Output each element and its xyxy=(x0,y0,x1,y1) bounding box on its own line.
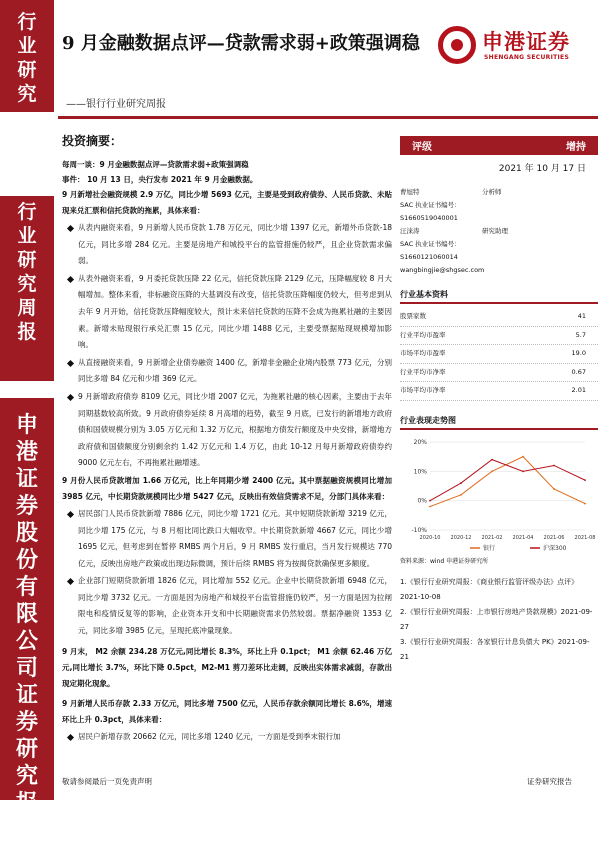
sidebar-char: 周 xyxy=(17,297,37,319)
analyst-row xyxy=(400,199,598,225)
paragraph: 9 月新增社会融资规模 2.9 万亿，同比少增 5693 亿元，主要是受到政府债券、人民币贷款、未贴现来兑汇票和信托贷款的拖累，具体来看： xyxy=(62,190,392,215)
analyst-row xyxy=(400,186,598,199)
analyst-text: SAC 执业证书编号：S1660519040001 xyxy=(400,201,461,222)
sidebar-char: 究 xyxy=(17,273,37,295)
paragraph: 9 月新增人民币存款 2.33 万亿元，同比多增 7500 亿元，人民币存款余额同比增长 8.6%，增速环比上升 0.3pct，具体来看： xyxy=(62,698,392,724)
sidebar-char: 港 xyxy=(15,439,38,465)
main-content xyxy=(62,126,392,746)
data-point xyxy=(584,502,586,504)
sidebar-char: 行 xyxy=(17,201,37,223)
stat-label: 行业平均市盈率 xyxy=(400,330,446,339)
x-tick-label: 2021-02 xyxy=(481,534,503,541)
sidebar-char: 份 xyxy=(15,547,38,573)
analyst-text: SAC 执业证书编号：S1660121060014 xyxy=(400,240,461,261)
related-report[interactable]: 1.《银行行业研究周报：《商业银行监管评级办法》点评》2021-10-08 xyxy=(400,577,579,601)
sidebar-char: 有 xyxy=(15,574,38,600)
data-point xyxy=(460,482,462,484)
series-line xyxy=(430,456,585,506)
stat-row xyxy=(400,308,598,327)
paragraph: 9 月份人民币贷款增加 1.66 万亿元，比上年同期少增 2400 亿元。其中票据融资规模同比增加 3985 亿元，中长期贷款规模同比少增 5427 亿元，反映出有效信贷需求不足，分部门具体来看： xyxy=(62,475,392,501)
chart-source: 资料来源：wind 申港证券研究所 xyxy=(400,557,489,565)
bullet-item: 从表内融资来看，9 月新增人民币贷款 1.78 万亿元，同比少增 1397 亿元，新增外币贷款-18 亿元，同比多增 284 亿元。主要是房地产和城投平台的监管措施仍较严，且企业贷款需求偏弱。 xyxy=(62,220,392,270)
data-point xyxy=(553,464,555,466)
analyst-row xyxy=(400,238,598,264)
sidebar xyxy=(0,0,54,843)
x-tick-label: 2021-04 xyxy=(512,534,534,541)
analyst-text: wangbingjie@shgsec.com xyxy=(400,266,485,274)
data-point xyxy=(584,479,586,481)
bullet-item: 9 月新增政府债券 8109 亿元，同比少增 2007 亿元，为拖累社融的核心因素，主要由于去年同期基数较高所致。9 月政府债券延续 8 月高增的趋势，截至 9 月底，已发行的新增地方政府债和国债规模分别为 3.05 万亿元和 1.32 万亿元，根据地方债发行额度及中央安排，新增地方政府债和国债额度分别剩余约 1.42 万亿元和 1.4 万亿，由此 10-12 月每月新增政府债券约 9000 亿元左右，不再拖累社融增速。 xyxy=(62,389,392,472)
bullet-item: 居民部门人民币贷款新增 7886 亿元，同比少增 1721 亿元。其中短期贷款新增 3219 亿元，同比少增 175 亿元，与 8 月相比同比跌口大幅收窄。中长期贷款新增 4667 亿元，同比少增 1695 亿元，但考虑到在暂停 RMBS 两个月后，9 月 RMBS 发行重启，当月发行规模达 770 亿元，反映出房地产政策或出现边际微调，预计后续 RMBS 将为按揭贷款确保更多额度。 xyxy=(62,506,392,572)
sidebar-char: 研 xyxy=(17,249,37,271)
rating-label: 评级 xyxy=(412,142,432,153)
sidebar-char: 研 xyxy=(17,59,37,81)
stat-value: 2.01 xyxy=(571,386,586,394)
event-line: 事件： 10 月 13 日，央行发布 2021 年 9 月金融数据。 xyxy=(62,175,258,184)
x-tick-label: 2020-12 xyxy=(450,534,472,541)
x-tick-label: 2021-06 xyxy=(543,534,565,541)
data-point xyxy=(429,505,431,507)
footer-label: 证券研究报告 xyxy=(527,777,572,786)
data-point xyxy=(491,470,493,472)
sidebar-char: 证 xyxy=(15,682,38,708)
analyst-text: 研究助理 xyxy=(482,227,508,235)
sidebar-char: 证 xyxy=(15,466,38,492)
related-report[interactable]: 2.《银行行业研究周报：上市银行房地产贷款规模》2021-09-27 xyxy=(400,607,593,631)
data-point xyxy=(522,470,524,472)
x-tick-label: 2020-10 xyxy=(419,534,441,541)
weekly-topic: 每周一谈：9 月金融数据点评—贷款需求弱+政策强调稳 xyxy=(62,160,249,169)
y-tick-label: 0% xyxy=(417,497,427,505)
bullet-item: 企业部门短期贷款新增 1826 亿元，同比增加 552 亿元。企业中长期贷款新增 6948 亿元，同比少增 3732 亿元。一方面是因为房地产和城投平台监管措施仍较严，另一方面是因为拉闸限电和疫情反复等的影响，企业资本开支和中长期融资需求仍然较弱。票据净融资 1353 亿元，同比多增 3985 亿元，呈现托底冲量现象。 xyxy=(62,573,392,639)
logo-icon xyxy=(438,26,476,64)
rating-value: 增持 xyxy=(566,142,586,153)
related-report[interactable]: 3.《银行行业研究周报：各家银行计息负债大 PK》2021-09-21 xyxy=(400,637,590,661)
sidebar-char: 业 xyxy=(17,225,37,247)
sidebar-char: 究 xyxy=(15,763,38,789)
stat-label: 市场平均市盈率 xyxy=(400,349,446,357)
stats-table xyxy=(400,308,598,401)
stat-label: 股票家数 xyxy=(400,312,426,320)
related-reports xyxy=(400,575,598,665)
stat-label: 市场平均市净率 xyxy=(400,386,446,394)
bullet-item: 居民户新增存款 20662 亿元，同比多增 1240 亿元，一方面是受到季末银行加 xyxy=(62,729,392,746)
section-title: 投资摘要： xyxy=(62,134,123,148)
sidebar-char: 券 xyxy=(15,493,38,519)
sidebar-char: 报 xyxy=(17,321,37,343)
sidebar-char: 司 xyxy=(15,655,38,681)
stat-row xyxy=(400,327,598,346)
logo-text-en: SHENGANG SECURITIES xyxy=(484,54,570,61)
stat-value: 41 xyxy=(577,312,586,320)
company-logo xyxy=(438,24,598,70)
stat-value: 5.7 xyxy=(575,330,586,339)
paragraph: 9 月末， M2 余额 234.28 万亿元,同比增长 8.3%，环比上升 0.1pct； M1 余额 62.46 万亿元,同比增长 3.7%，环比下降 0.5pct，M2-M1 剪刀差环比走阔，反映出实体需求减弱，存款出现定期化现象。 xyxy=(62,646,392,688)
stats-title: 行业基本资料 xyxy=(400,289,598,304)
page-subtitle: ——银行行业研究周报 xyxy=(66,99,166,110)
y-tick-label: -10% xyxy=(411,526,427,534)
analyst-text: 曹旭特 xyxy=(400,188,420,196)
stat-row xyxy=(400,345,598,364)
right-column xyxy=(400,136,598,665)
bullet-item: 从直接融资来看，9 月新增企业债券融资 1400 亿，新增非金融企业境内股票 773 亿元，分别同比多增 84 亿元和少增 369 亿元。 xyxy=(62,355,392,388)
stat-value: 0.67 xyxy=(571,367,586,376)
analyst-info xyxy=(400,186,598,277)
data-point xyxy=(522,455,524,457)
sidebar-label-company xyxy=(0,398,54,843)
rating-bar xyxy=(400,136,598,155)
analyst-row xyxy=(400,225,598,238)
data-point xyxy=(460,493,462,495)
legend-label: 银行 xyxy=(483,544,496,552)
y-tick-label: 20% xyxy=(413,438,427,446)
stat-row xyxy=(400,382,598,401)
sidebar-char: 券 xyxy=(15,709,38,735)
y-tick-label: 10% xyxy=(413,467,427,475)
legend-label: 沪深300 xyxy=(543,544,567,552)
sidebar-label-weekly xyxy=(0,196,54,381)
sidebar-char: 告 xyxy=(15,817,38,843)
sidebar-char: 究 xyxy=(17,83,37,105)
analyst-row xyxy=(400,264,598,277)
sidebar-char: 公 xyxy=(15,628,38,654)
sidebar-label-industry-research xyxy=(0,0,54,112)
sidebar-char: 业 xyxy=(17,35,37,57)
performance-chart xyxy=(400,415,598,565)
report-date: 2021 年 10 月 17 日 xyxy=(498,164,586,174)
chart-title: 行业表现走势图 xyxy=(400,415,598,430)
analyst-text: 分析师 xyxy=(482,188,502,196)
sidebar-char: 申 xyxy=(15,412,38,438)
sidebar-char: 行 xyxy=(17,11,37,33)
stat-row xyxy=(400,364,598,383)
data-point xyxy=(553,488,555,490)
data-point xyxy=(491,458,493,460)
bullet-item: 从表外融资来看，9 月委托贷款压降 22 亿元，信托贷款压降 2129 亿元，压降幅度较 8 月大幅增加。整体来看，非标融资压降的大基调没有改变，信托贷款压降幅度仍较大，但考虑到从去年 9 月开始，信托贷款压降幅度较大，预计未来信托贷款的压降不会成为拖累社融的主要因素。新增未贴现银行承兑汇票 15 亿元，同比少增 1488 亿元，主要受票据贴现规模增加影响。 xyxy=(62,271,392,354)
chart-svg xyxy=(400,434,596,552)
footer-disclaimer[interactable]: 敬请参阅最后一页免责声明 xyxy=(62,777,152,786)
series-line xyxy=(430,459,585,500)
header-divider xyxy=(58,116,598,119)
sidebar-char: 限 xyxy=(15,601,38,627)
x-tick-label: 2021-08 xyxy=(574,534,596,541)
stat-value: 19.0 xyxy=(571,349,586,357)
stat-label: 行业平均市净率 xyxy=(400,367,446,376)
sidebar-char: 报 xyxy=(15,790,38,816)
sidebar-char: 股 xyxy=(15,520,38,546)
data-point xyxy=(429,499,431,501)
sidebar-char: 研 xyxy=(15,736,38,762)
analyst-text: 汪涞涛 xyxy=(400,227,420,235)
logo-text-cn: 申港证券 xyxy=(482,30,570,54)
page-title: 9 月金融数据点评—贷款需求弱+政策强调稳 xyxy=(62,33,420,54)
